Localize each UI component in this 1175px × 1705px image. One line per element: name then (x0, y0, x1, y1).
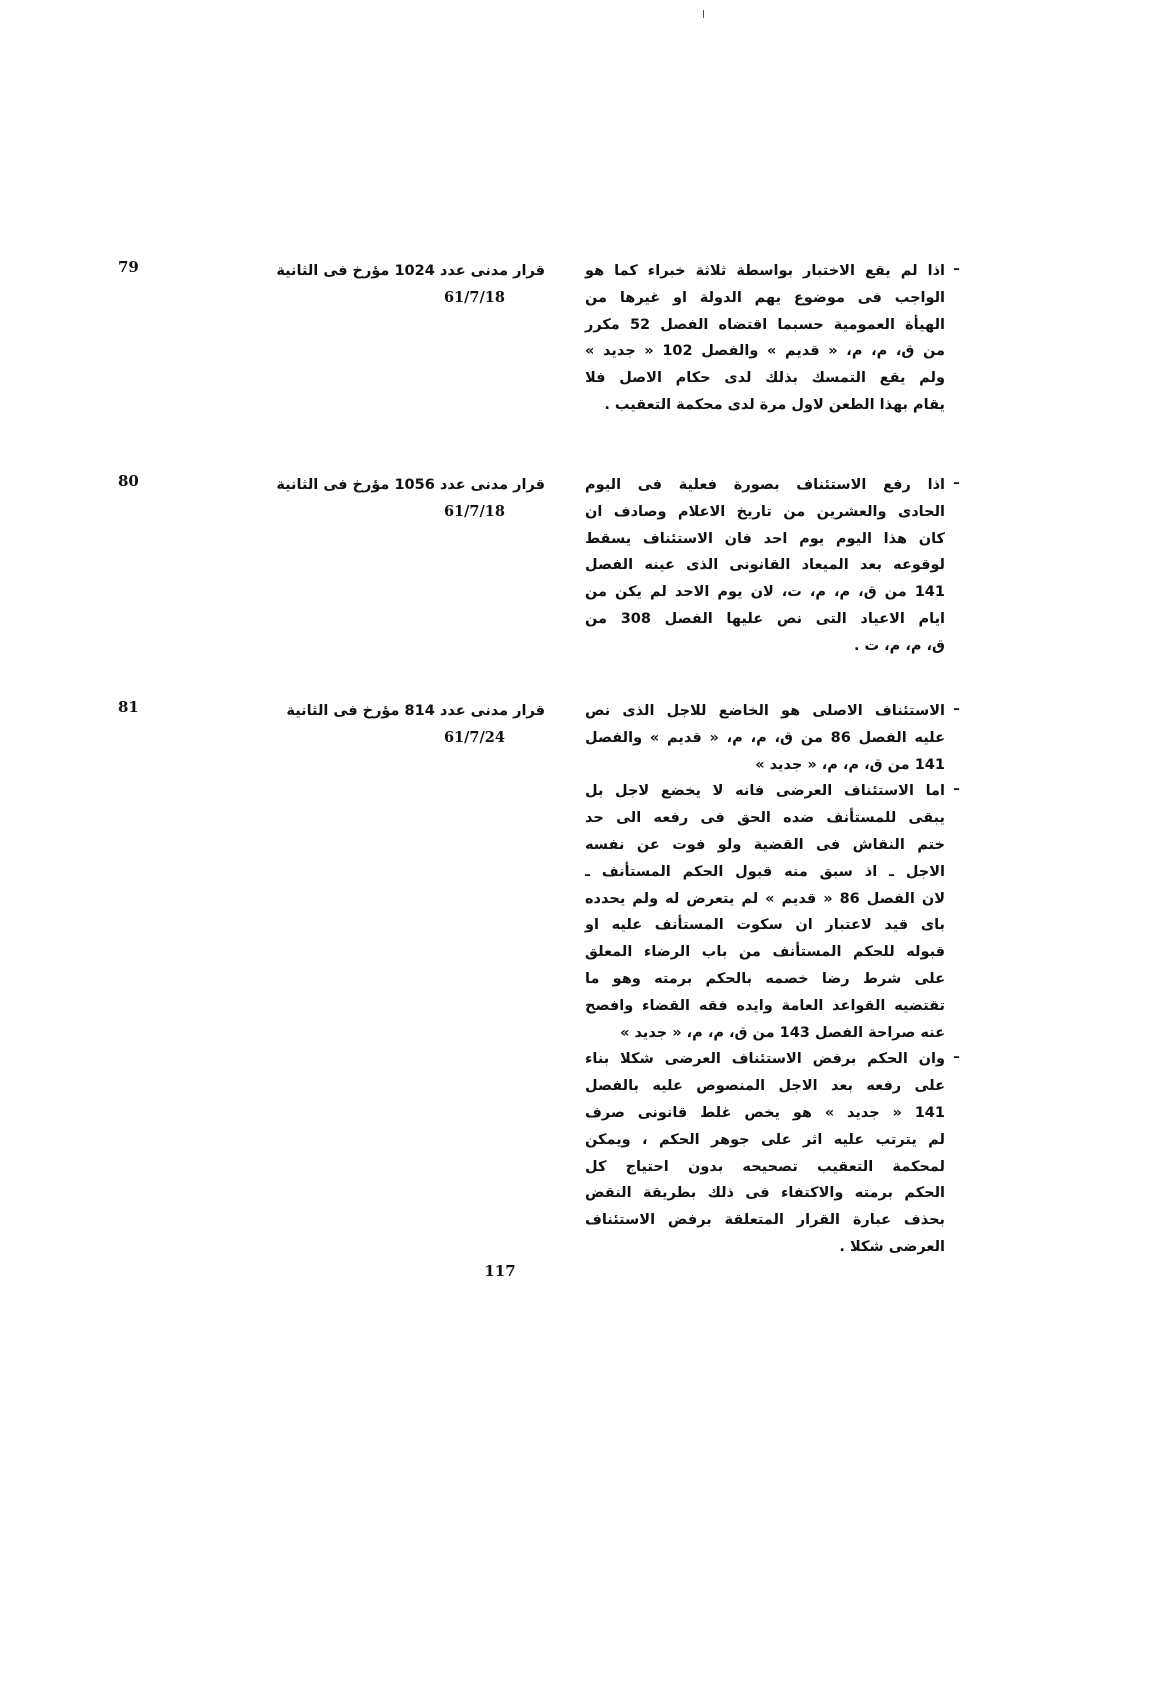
paragraph-line: قبوله للحكم المستأنف من باب الرضاء المعلق (585, 944, 945, 961)
paragraph-line: من ق، م، م، « قديم » والفصل 102 « جديد » (585, 343, 945, 360)
paragraph-line: لمحكمة التعقيب تصحيحه بدون احتياج كل (585, 1158, 945, 1175)
paragraph-line: تقتضيه القواعد العامة وايده فقه القضاء وافصح (585, 997, 945, 1014)
decision-summary (585, 472, 959, 660)
entry-number: 79 (118, 258, 139, 276)
bullet-dash: ـ (954, 698, 959, 714)
paragraph-line: 141 من ق، م، م، « جديد » (755, 756, 945, 773)
summary-paragraph (585, 778, 959, 1046)
paragraph-line: الاستئناف الاصلى هو الخاضع للاجل الذى نص (585, 703, 945, 719)
paragraph-line: على رفعه بعد الاجل المنصوص عليه بالفصل (585, 1078, 945, 1095)
paragraph-line: على شرط رضا خصمه بالحكم برمته وهو ما (585, 970, 945, 987)
bullet-dash: ـ (954, 258, 959, 274)
summary-paragraph (585, 1046, 959, 1260)
paragraph-line: لوقوعه بعد الميعاد القانونى الذى عينه الفصل (585, 557, 945, 574)
paragraph-line: بحذف عبارة القرار المتعلقة برفض الاستئناف (585, 1212, 945, 1229)
paragraph-line: لم يترتب عليه اثر على جوهر الحكم ، ويمكن (585, 1131, 945, 1148)
paragraph-line: 141 « جديد » هو يخص غلط قانونى صرف (585, 1104, 945, 1121)
paragraph-line: يبقى للمستأنف ضده الحق فى رفعه الى حد (585, 810, 945, 827)
paragraph-line: ختم النقاش فى القضية ولو فوت عن نفسه (585, 836, 945, 853)
reference-text: قرار مدنى عدد 1056 مؤرخ فى الثانية (276, 477, 545, 493)
decision-reference (190, 698, 545, 752)
decision-date: 61/7/18 (443, 502, 505, 520)
decision-reference (190, 472, 545, 526)
reference-text: قرار مدنى عدد 814 مؤرخ فى الثانية (286, 703, 545, 719)
paragraph-line: اذا لم يقع الاختبار بواسطة ثلاثة خبراء كما هو (585, 263, 945, 279)
scan-speck (703, 10, 704, 18)
paragraph-line: كان هذا اليوم يوم احد فان الاستئناف يسقط (585, 530, 945, 547)
page-number: 117 (484, 1262, 516, 1280)
bullet-dash: ـ (954, 778, 959, 795)
paragraph-line: ايام الاعياد التى نص عليها الفصل 308 من (585, 610, 946, 627)
bullet-dash: ـ (954, 1046, 959, 1063)
paragraph-line: عنه صراحة الفصل 143 من ق، م، م، « جديد » (620, 1024, 945, 1041)
summary-paragraph (585, 258, 959, 419)
decision-reference (190, 258, 545, 312)
paragraph-line: 141 من ق، م، م، ت، لان يوم الاحد لم يكن من (585, 584, 945, 601)
paragraph-line: يقام بهذا الطعن لاول مرة لدى محكمة التعقيب . (604, 396, 945, 413)
summary-paragraph (585, 472, 959, 660)
paragraph-line: اذا رفع الاستئناف بصورة فعلية فى اليوم (585, 477, 945, 493)
entry-number: 80 (118, 472, 139, 490)
paragraph-line: باى قيد لاعتبار ان سكوت المستأنف عليه او (585, 917, 945, 934)
paragraph-line: وان الحكم برفض الاستئناف العرضى شكلا بناء (585, 1051, 945, 1068)
reference-text: قرار مدنى عدد 1024 مؤرخ فى الثانية (276, 263, 545, 279)
paragraph-line: عليه الفصل 86 من ق، م، م، « قديم » والفصل (585, 729, 945, 746)
entry-number: 81 (118, 698, 139, 716)
paragraph-line: ق، م، م، ت . (853, 637, 945, 654)
decision-summary (585, 258, 959, 419)
paragraph-line: العرضى شكلا . (839, 1238, 945, 1255)
decision-date: 61/7/24 (443, 728, 505, 746)
paragraph-line: اما الاستئناف العرضى فانه لا يخضع لاجل بل (585, 783, 945, 800)
paragraph-line: لان الفصل 86 « قديم » لم يتعرض له ولم يحدده (585, 890, 946, 907)
paragraph-line: ولم يقع التمسك بذلك لدى حكام الاصل فلا (585, 370, 945, 387)
decision-summary (585, 698, 959, 1261)
paragraph-line: الواجب فى موضوع يهم الدولة او غيرها من (585, 289, 945, 306)
decision-date: 61/7/18 (443, 288, 505, 306)
summary-paragraph (585, 698, 959, 778)
paragraph-line: الاجل ـ اذ سبق منه قبول الحكم المستأنف ـ (585, 863, 945, 880)
bullet-dash: ـ (954, 472, 959, 488)
paragraph-line: الحادى والعشرين من تاريخ الاعلام وصادف ان (585, 503, 945, 520)
paragraph-line: الهيأة العمومية حسبما اقتضاه الفصل 52 مكرر (585, 316, 945, 333)
paragraph-line: الحكم برمته والاكتفاء فى ذلك بطريقة النقض (585, 1185, 945, 1202)
